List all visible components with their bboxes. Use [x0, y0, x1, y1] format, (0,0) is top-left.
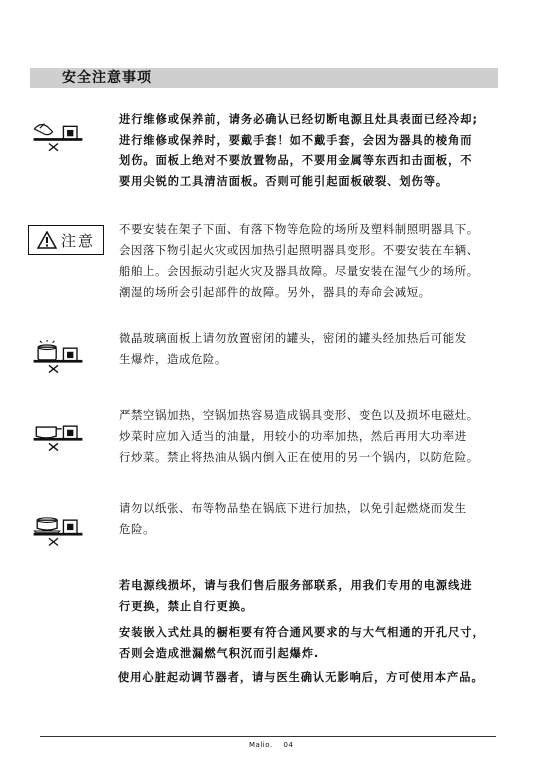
paper-under-pot-icon: [30, 512, 86, 550]
paragraph-sealed-can: 微晶玻璃面板上请勿放置密闭的罐头，密闭的罐头经加热后可能发 生爆炸，造成危险。: [119, 331, 467, 366]
empty-pot-icon: [30, 418, 86, 456]
page-number: 04: [283, 741, 294, 749]
cleaning-cooktop-icon: [30, 120, 86, 158]
footer-divider: [40, 736, 496, 737]
paragraph-pacemaker: 使用心脏起动调节器者，请与医生确认无影响后，方可使用本产品。: [118, 671, 484, 684]
warning-triangle-icon: [37, 231, 57, 249]
paragraph-empty-pot: 严禁空锅加热，空锅加热容易造成锅具变形、变色以及损坏电磁灶。 炒菜时应加入适当的油量，用较小的功率加热，然后再用大功率进 行炒菜。禁止将热油从锅内倒入正在使用的另一个锅内，以防危险。: [119, 408, 479, 464]
paragraph-cabinet-ventilation: 安装嵌入式灶具的橱柜要有符合通风要求的与大气相通的开孔尺寸， 否则会造成泄漏燃气积沉而引起爆炸.: [119, 626, 485, 660]
section-title: 安全注意事项: [62, 70, 152, 86]
page-footer: [249, 741, 293, 749]
caution-box: [28, 225, 104, 255]
paragraph-power-cord: 若电源线损坏，请与我们售后服务部联系，用我们专用的电源线进 行更换，禁止自行更换。: [119, 579, 473, 613]
sealed-can-icon: [30, 340, 86, 378]
paragraph-installation: 不要安装在架子下面、有落下物等危险的场所及塑料制照明器具下。 会因落下物引起火灾或因加热引起照明器具变形。不要安装在车辆、 船舶上。会因振动引起火灾及器具故障。尽量安装在湿气少的场所。 潮湿的场所会引起部件的故障。另外，器具的寿命会减短。: [119, 222, 479, 299]
paragraph-maintenance: 进行维修或保养前，请务必确认已经切断电源且灶具表面已经冷却; 进行维修或保养时，要戴手套！如不戴手套，会因为器具的棱角而 划伤。面板上绝对不要放置物品，不要用金属等东西扣击面板，不 要用尖锐的工具清洁面板。否则可能引起面板破裂、划伤等。: [119, 113, 478, 188]
paragraph-paper-cloth: 请勿以纸张、布等物品垫在锅底下进行加热，以免引起燃烧而发生 危险。: [119, 501, 467, 536]
footer-brand: Malio.: [249, 741, 273, 749]
caution-label: 注意: [60, 231, 95, 250]
